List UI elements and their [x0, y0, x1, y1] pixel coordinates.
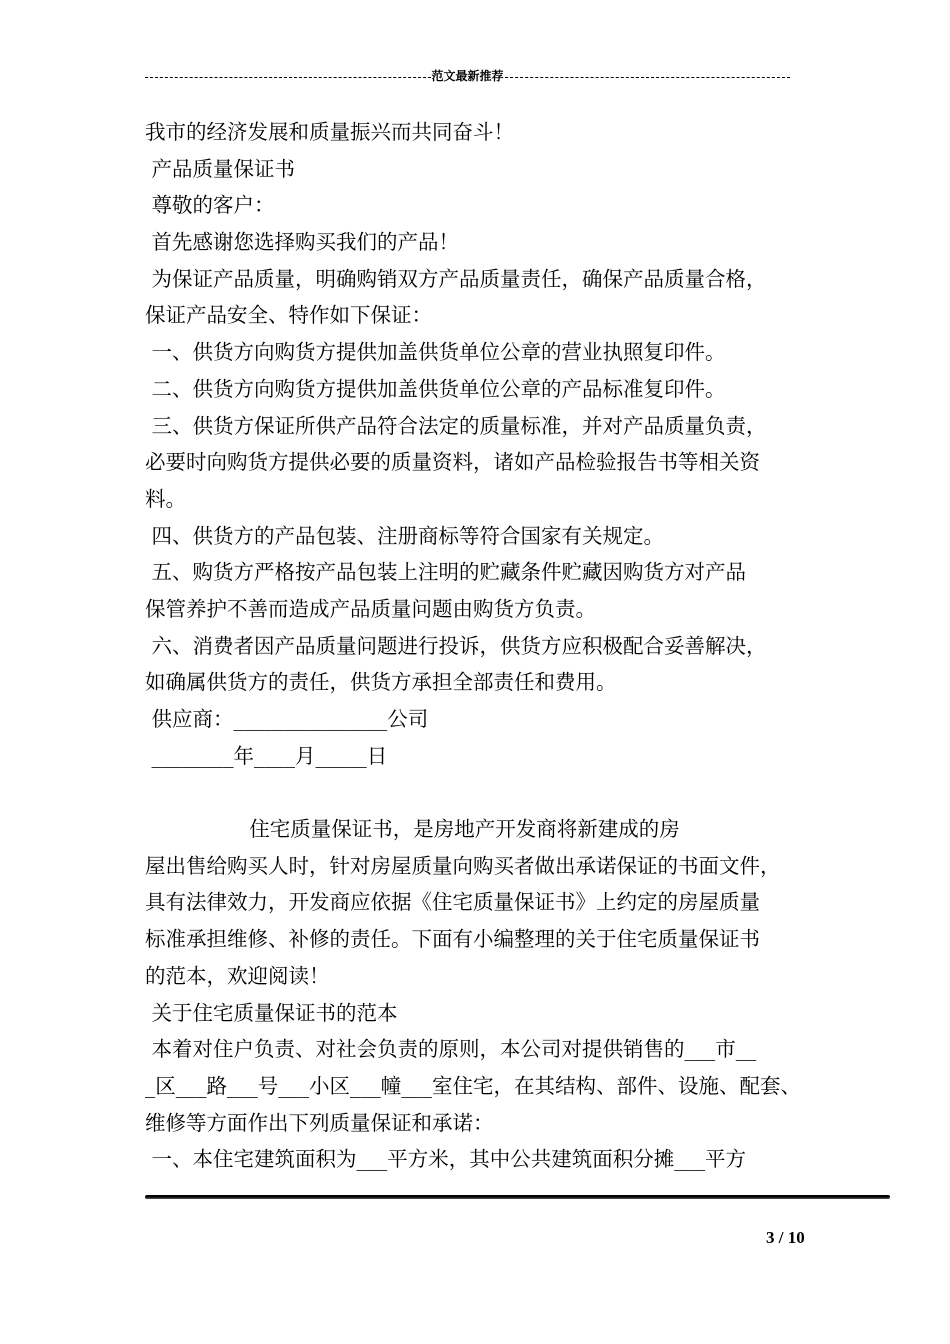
- clause-5-cont: 保管养护不善而造成产品质量问题由购货方负责。: [145, 596, 596, 621]
- clause-6-cont: 如确属供货方的责任，供货方承担全部责任和费用。: [145, 670, 617, 695]
- intro-paragraph-cont: 具有法律效力，开发商应依据《住宅质量保证书》上约定的房屋质量: [145, 890, 760, 915]
- body-line: 本着对住户负责、对社会负责的原则，本公司对提供销售的___市__: [145, 1037, 757, 1062]
- blank-line: [145, 774, 813, 811]
- clause-3-cont: 料。: [145, 486, 186, 511]
- supplier-signature-line: 供应商：_______________公司: [145, 707, 429, 731]
- header-dash-right: [505, 77, 791, 78]
- clause-6: 六、消费者因产品质量问题进行投诉，供货方应积极配合妥善解决，: [145, 633, 767, 658]
- clause-5: 五、购货方严格按产品包装上注明的贮藏条件贮藏因购货方对产品: [145, 560, 747, 585]
- document-body: [145, 114, 813, 1178]
- page-separator: /: [774, 1228, 788, 1247]
- section-title-product-guarantee: 产品质量保证书: [145, 156, 296, 181]
- clause-4: 四、供货方的产品包装、注册商标等符合国家有关规定。: [145, 523, 665, 548]
- clause-1: 一、供货方向购货方提供加盖供货单位公章的营业执照复印件。: [145, 340, 726, 365]
- intro-paragraph-cont: 屋出售给购买人时，针对房屋质量向购买者做出承诺保证的书面文件，: [145, 853, 781, 878]
- clause-3-cont: 必要时向购货方提供必要的质量资料，诸如产品检验报告书等相关资: [145, 450, 760, 475]
- footer-rule: [145, 1195, 890, 1199]
- clause-2: 二、供货方向购货方提供加盖供货单位公章的产品标准复印件。: [145, 376, 726, 401]
- body-line: _区___路___号___小区___幢___室住宅，在其结构、部件、设施、配套、: [145, 1073, 801, 1098]
- body-line: 为保证产品质量，明确购销双方产品质量责任，确保产品质量合格，: [145, 266, 767, 291]
- header-title: 范文最新推荐: [431, 69, 504, 83]
- body-line: 保证产品安全、特作如下保证：: [145, 303, 432, 328]
- body-line: 首先感谢您选择购买我们的产品！: [145, 230, 460, 255]
- page-total: 10: [787, 1228, 805, 1247]
- housing-clause-1: 一、本住宅建筑面积为___平方米，其中公共建筑面积分摊___平方: [145, 1147, 747, 1172]
- clause-3: 三、供货方保证所供产品符合法定的质量标准，并对产品质量负责，: [145, 413, 767, 438]
- section-title-housing-guarantee: 关于住宅质量保证书的范本: [145, 1000, 398, 1025]
- page-number: [766, 1228, 805, 1248]
- body-line: 我市的经济发展和质量振兴而共同奋斗！: [145, 120, 514, 144]
- date-line: ________年____月_____日: [145, 743, 388, 768]
- page-current: 3: [766, 1228, 775, 1247]
- header-dash-left: [145, 77, 431, 78]
- body-line: 维修等方面作出下列质量保证和承诺：: [145, 1110, 494, 1135]
- intro-paragraph-cont: 标准承担维修、补修的责任。下面有小编整理的关于住宅质量保证书: [145, 927, 760, 952]
- salutation: 尊敬的客户：: [145, 193, 275, 218]
- page-header: [145, 68, 790, 84]
- intro-paragraph-cont: 的范本，欢迎阅读！: [145, 963, 330, 988]
- intro-paragraph: 住宅质量保证书，是房地产开发商将新建成的房: [145, 817, 680, 842]
